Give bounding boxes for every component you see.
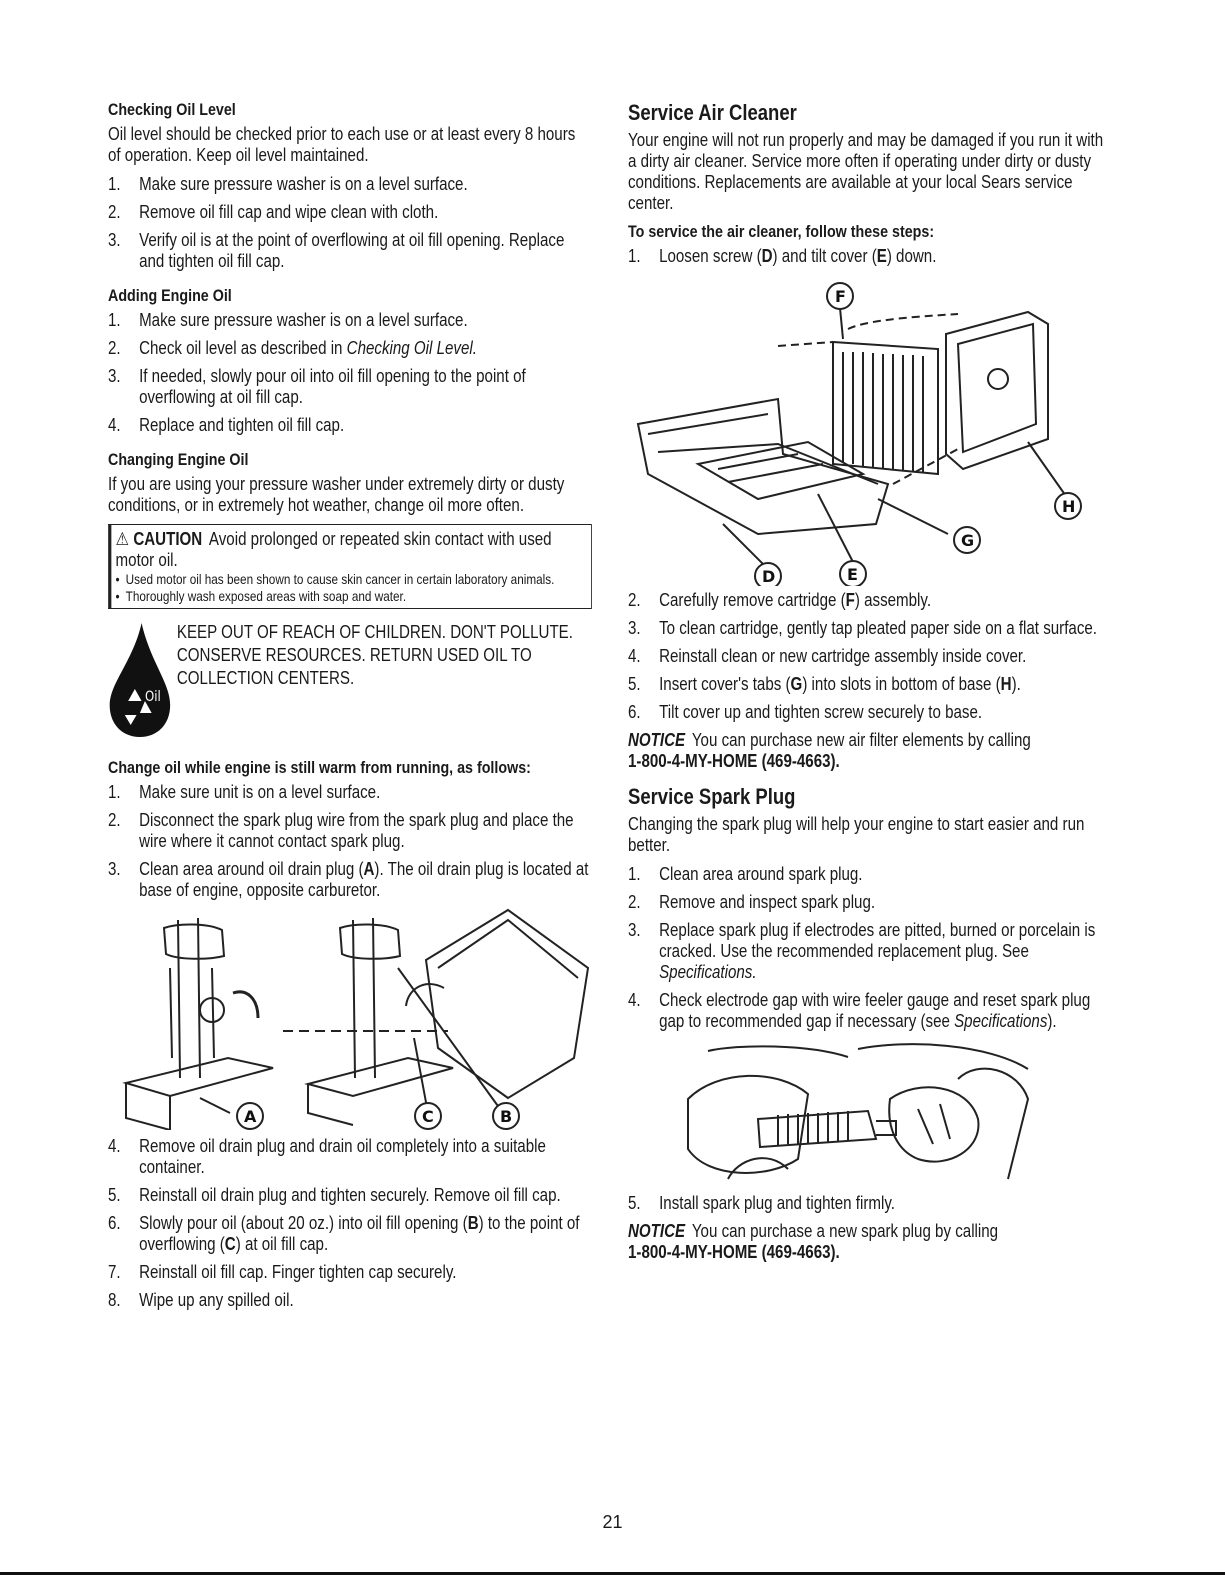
list-item: 1. Loosen screw (D) and tilt cover (E) down. [628, 246, 937, 266]
list-item: 4. Check electrode gap with wire feeler gauge and reset spark plug gap to recommended gap if necessary (see Specifications). [628, 990, 1091, 1031]
list-item: 3. Clean area around oil drain plug (A). The oil drain plug is located at base of engine, opposite carburetor. [108, 859, 589, 900]
air-cleaner-diagram [628, 274, 1112, 586]
adding-engine-oil-heading: Adding Engine Oil [108, 286, 232, 305]
figure-label-c: C [422, 1107, 434, 1126]
right-column [628, 100, 1112, 1275]
list-item: 5. Install spark plug and tighten firmly. [628, 1193, 895, 1213]
caution-box [108, 524, 592, 609]
checking-oil-intro: Oil level should be checked prior to each use or at least every 8 hours of operation. Keep oil level maintained. [108, 124, 576, 165]
figure-label-d: D [762, 567, 776, 586]
service-spark-plug-heading: Service Spark Plug [628, 784, 796, 809]
list-item: 6. Slowly pour oil (about 20 oz.) into oil fill opening (B) to the point of overflowing (C) at oil fill cap. [108, 1213, 580, 1254]
oil-drain-diagram [108, 908, 592, 1130]
left-column [108, 100, 592, 1318]
recycle-text: KEEP OUT OF REACH OF CHILDREN. DON'T POLLUTE. CONSERVE RESOURCES. RETURN USED OIL TO COLLECTION CENTERS. [176, 622, 573, 688]
list-item: 1. Make sure unit is on a level surface. [108, 782, 381, 802]
air-cleaner-intro: Your engine will not run properly and may be damaged if you run it with a dirty air cleaner. Service more often if operating under dirty or dusty conditions. Replacements are available at your local Sears service center. [628, 130, 1104, 213]
changing-oil-intro: If you are using your pressure washer under extremely dirty or dusty conditions, or in extremely hot weather, change oil more often. [108, 474, 565, 515]
phone-number: 1-800-4-MY-HOME (469-4663). [628, 751, 840, 771]
caution-bullet: • Used motor oil has been shown to cause skin cancer in certain laboratory animals. [115, 571, 555, 587]
list-item: 2. Remove and inspect spark plug. [628, 892, 876, 912]
list-item: 1. Make sure pressure washer is on a level surface. [108, 174, 468, 194]
changing-engine-oil-heading: Changing Engine Oil [108, 450, 249, 469]
page-bottom-rule [0, 1572, 1225, 1575]
figure-label-e: E [847, 565, 858, 584]
figure-label-b: B [500, 1107, 513, 1126]
spark-plug-gap-diagram [628, 1039, 1112, 1189]
list-item: 3. To clean cartridge, gently tap pleated paper side on a flat surface. [628, 618, 1097, 638]
notice-label: NOTICE [628, 1221, 686, 1241]
list-item: 5. Insert cover's tabs (G) into slots in bottom of base (H). [628, 674, 1021, 694]
checking-oil-level-heading: Checking Oil Level [108, 100, 236, 119]
service-air-cleaner-heading: Service Air Cleaner [628, 100, 797, 125]
svg-text:Oil: Oil [144, 689, 161, 706]
figure-label-h: H [1062, 497, 1076, 516]
list-item: 4. Remove oil drain plug and drain oil completely into a suitable container. [108, 1136, 546, 1177]
air-filter-notice: NOTICE You can purchase new air filter elements by calling 1-800-4-MY-HOME (469-4663). [628, 730, 1031, 771]
cross-reference: Specifications. [659, 962, 757, 982]
cross-reference: Checking Oil Level. [346, 338, 477, 358]
list-item: 2. Disconnect the spark plug wire from the spark plug and place the wire where it cannot contact spark plug. [108, 810, 574, 851]
figure-label-g: G [961, 531, 975, 550]
spark-plug-intro: Changing the spark plug will help your engine to start easier and run better. [628, 814, 1085, 855]
list-item: 5. Reinstall oil drain plug and tighten securely. Remove oil fill cap. [108, 1185, 561, 1205]
list-item: 4. Replace and tighten oil fill cap. [108, 415, 345, 435]
list-item: 3. Replace spark plug if electrodes are pitted, burned or porcelain is cracked. Use the recommended replacement plug. See Specifications. [628, 920, 1096, 982]
caution-text: Avoid prolonged or repeated skin contact with used motor oil. [115, 529, 552, 570]
oil-recycle-icon [108, 621, 174, 744]
recycle-notice [108, 621, 592, 744]
list-item: 4. Reinstall clean or new cartridge assembly inside cover. [628, 646, 1027, 666]
change-oil-warm-heading: Change oil while engine is still warm from running, as follows: [108, 758, 531, 777]
list-item: 2. Check oil level as described in Checking Oil Level. [108, 338, 477, 358]
list-item: 8. Wipe up any spilled oil. [108, 1290, 294, 1310]
page-number: 21 [602, 1512, 623, 1532]
figure-label-f: F [835, 287, 846, 306]
cross-reference: Specifications [954, 1011, 1048, 1031]
list-item: 7. Reinstall oil fill cap. Finger tighten cap securely. [108, 1262, 457, 1282]
list-item: 2. Carefully remove cartridge (F) assembly. [628, 590, 932, 610]
air-cleaner-steps-heading: To service the air cleaner, follow these steps: [628, 222, 935, 241]
caution-label: CAUTION [133, 529, 203, 549]
figure-label-a: A [244, 1107, 257, 1126]
list-item: 6. Tilt cover up and tighten screw securely to base. [628, 702, 983, 722]
phone-number: 1-800-4-MY-HOME (469-4663). [628, 1242, 840, 1262]
warning-triangle-icon: ⚠ [115, 529, 130, 549]
list-item: 3. If needed, slowly pour oil into oil fill opening to the point of overflowing at oil fill cap. [108, 366, 526, 407]
spark-plug-notice: NOTICE You can purchase a new spark plug by calling 1-800-4-MY-HOME (469-4663). [628, 1221, 999, 1262]
notice-label: NOTICE [628, 730, 686, 750]
list-item: 3. Verify oil is at the point of overflowing at oil fill opening. Replace and tighten oil fill cap. [108, 230, 565, 271]
list-item: 1. Clean area around spark plug. [628, 864, 863, 884]
caution-bullet: • Thoroughly wash exposed areas with soap and water. [115, 588, 407, 604]
list-item: 1. Make sure pressure washer is on a level surface. [108, 310, 468, 330]
list-item: 2. Remove oil fill cap and wipe clean with cloth. [108, 202, 439, 222]
